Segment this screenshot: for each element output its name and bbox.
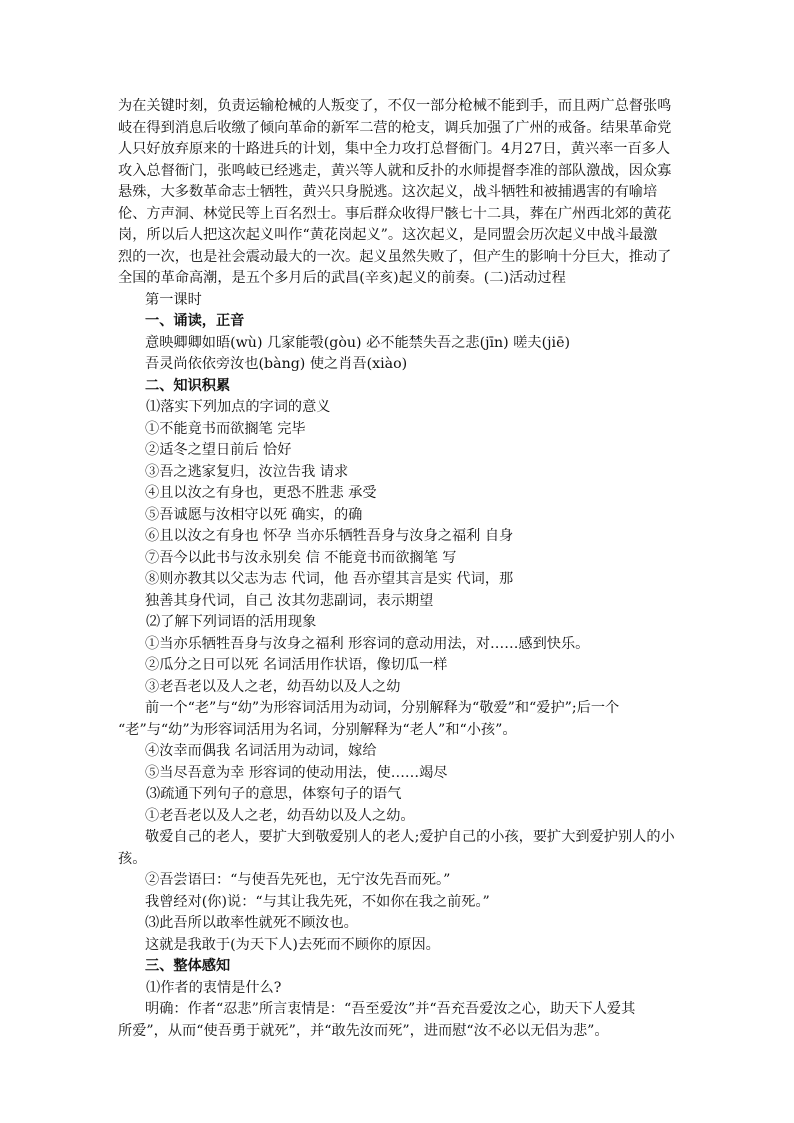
explanation-line: 前一个“老”与“幼”为形容词活用为动词，分别解释为“敬爱”和“爱护”;后一个 <box>145 700 620 716</box>
question-heading: ⑴作者的衷情是什么? <box>146 979 282 996</box>
intro-line: 攻入总督衙门，张鸣岐已经逃走，黄兴等人就和反扑的水师提督李准的部队激战，因众寡 <box>118 162 672 179</box>
intro-line: 烈的一次，也是社会震动最大的一次。起义虽然失败了，但产生的影响十分巨大，推动了 <box>118 248 672 265</box>
sentence: ⑶此吾所以敢率性就死不顾汝也。 <box>145 915 358 931</box>
answer-line: 明确：作者“忍悲”所言衷情是：“吾至爱汝”并“吾充吾爱汝之心，助天下人爱其 <box>145 1001 636 1017</box>
sentence: ②吾尝语曰：“与使吾先死也，无宁汝先吾而死。” <box>145 872 451 888</box>
sentence: ①老吾老以及人之老，幼吾幼以及人之幼。 <box>145 807 415 824</box>
intro-line: 悬殊，大多数革命志士牺牲，黄兴只身脱逃。这次起义，战斗牺牲和被捕遇害的有喻培 <box>118 184 658 200</box>
list-item: 独善其身代词，自己 汝其勿悲副词，表示期望 <box>145 592 434 609</box>
intro-line: 为在关键时刻，负责运输枪械的人叛变了，不仅一部分枪械不能到手，而且两广总督张鸣 <box>118 98 672 114</box>
translation-line: 这就是我敢于(为天下人)去死而不顾你的原因。 <box>145 936 440 953</box>
translation-line: 我曾经对(你)说：“与其让我先死，不如你在我之前死。” <box>145 893 490 910</box>
section-heading-reading: 一、诵读，正音 <box>145 313 245 329</box>
list-item: ⑤当尽吾意为幸 形容词的使动用法，使……竭尽 <box>145 764 448 781</box>
list-item: ①当亦乐牺牲吾身与汝身之福利 形容词的意动用法，对……感到快乐。 <box>145 635 590 652</box>
list-item: ③老吾老以及人之老，幼吾幼以及人之幼 <box>145 678 401 695</box>
question-heading: ⑵了解下列词语的活用现象 <box>146 614 317 630</box>
list-item: ⑦吾今以此书与汝永别矣 信 不能竟书而欲搁笔 写 <box>145 549 457 566</box>
list-item: ⑧则亦教其以父志为志 代词，他 吾亦望其言是实 代词，那 <box>145 571 514 587</box>
list-item: ②瓜分之日可以死 名词活用作状语，像切瓜一样 <box>145 657 448 673</box>
translation-line: 敬爱自己的老人，要扩大到敬爱别人的老人;爱护自己的小孩，要扩大到爱护别人的小 <box>145 829 675 845</box>
intro-line: 全国的革命高潮，是五个多月后的武昌(辛亥)起义的前奏。(二)活动过程 <box>118 270 566 286</box>
lesson-title: 第一课时 <box>145 291 202 308</box>
intro-line: 人只好放弃原来的十路进兵的计划，集中全力攻打总督衙门。4月27日，黄兴率一百多人 <box>118 141 671 157</box>
pronunciation-line: 意映卿卿如晤(wù) 几家能彀(gòu) 必不能禁失吾之悲(jīn) 嗟夫(jiē) <box>145 334 571 351</box>
intro-line: 伦、方声洞、林觉民等上百名烈士。事后群众收得尸骸七十二具，葬在广州西北郊的黄花 <box>118 205 672 222</box>
list-item: ③吾之逃家复归，汝泣告我 请求 <box>145 463 349 480</box>
intro-line: 岐在得到消息后收缴了倾向革命的新军二营的枪支，调兵加强了广州的戒备。结果革命党 <box>118 119 672 136</box>
intro-line: 岗，所以后人把这次起义叫作“黄花岗起义”。这次起义，是同盟会历次起义中战斗最激 <box>118 227 658 243</box>
list-item: ①不能竟书而欲搁笔 完毕 <box>145 420 306 437</box>
section-heading-overview: 三、整体感知 <box>145 958 231 974</box>
list-item: ④且以汝之有身也，更恐不胜悲 承受 <box>145 485 377 501</box>
list-item: ⑥且以汝之有身也 怀孕 当亦乐牺牲吾身与汝身之福利 自身 <box>145 528 514 544</box>
translation-line: 孩。 <box>118 850 147 867</box>
explanation-line: “老”与“幼”为形容词活用为名词，分别解释为“老人”和“小孩”。 <box>118 721 517 738</box>
pronunciation-line: 吾灵尚依依旁汝也(bàng) 使之肖吾(xiào) <box>145 356 408 372</box>
section-heading-knowledge: 二、知识积累 <box>145 377 231 394</box>
answer-line: 所爱”，从而“使吾勇于就死”，并“敢先汝而死”，进而慰“汝不必以无侣为悲”。 <box>118 1022 609 1039</box>
list-item: ②适冬之望日前后 恰好 <box>145 442 292 458</box>
question-heading: ⑶疏通下列句子的意思，体察句子的语气 <box>146 786 402 802</box>
list-item: ⑤吾诚愿与汝相守以死 确实，的确 <box>145 506 363 523</box>
question-heading: ⑴落实下列加点的字词的意义 <box>146 399 331 415</box>
list-item: ④汝幸而偶我 名词活用为动词，嫁给 <box>145 743 377 759</box>
document-page <box>118 96 678 1042</box>
